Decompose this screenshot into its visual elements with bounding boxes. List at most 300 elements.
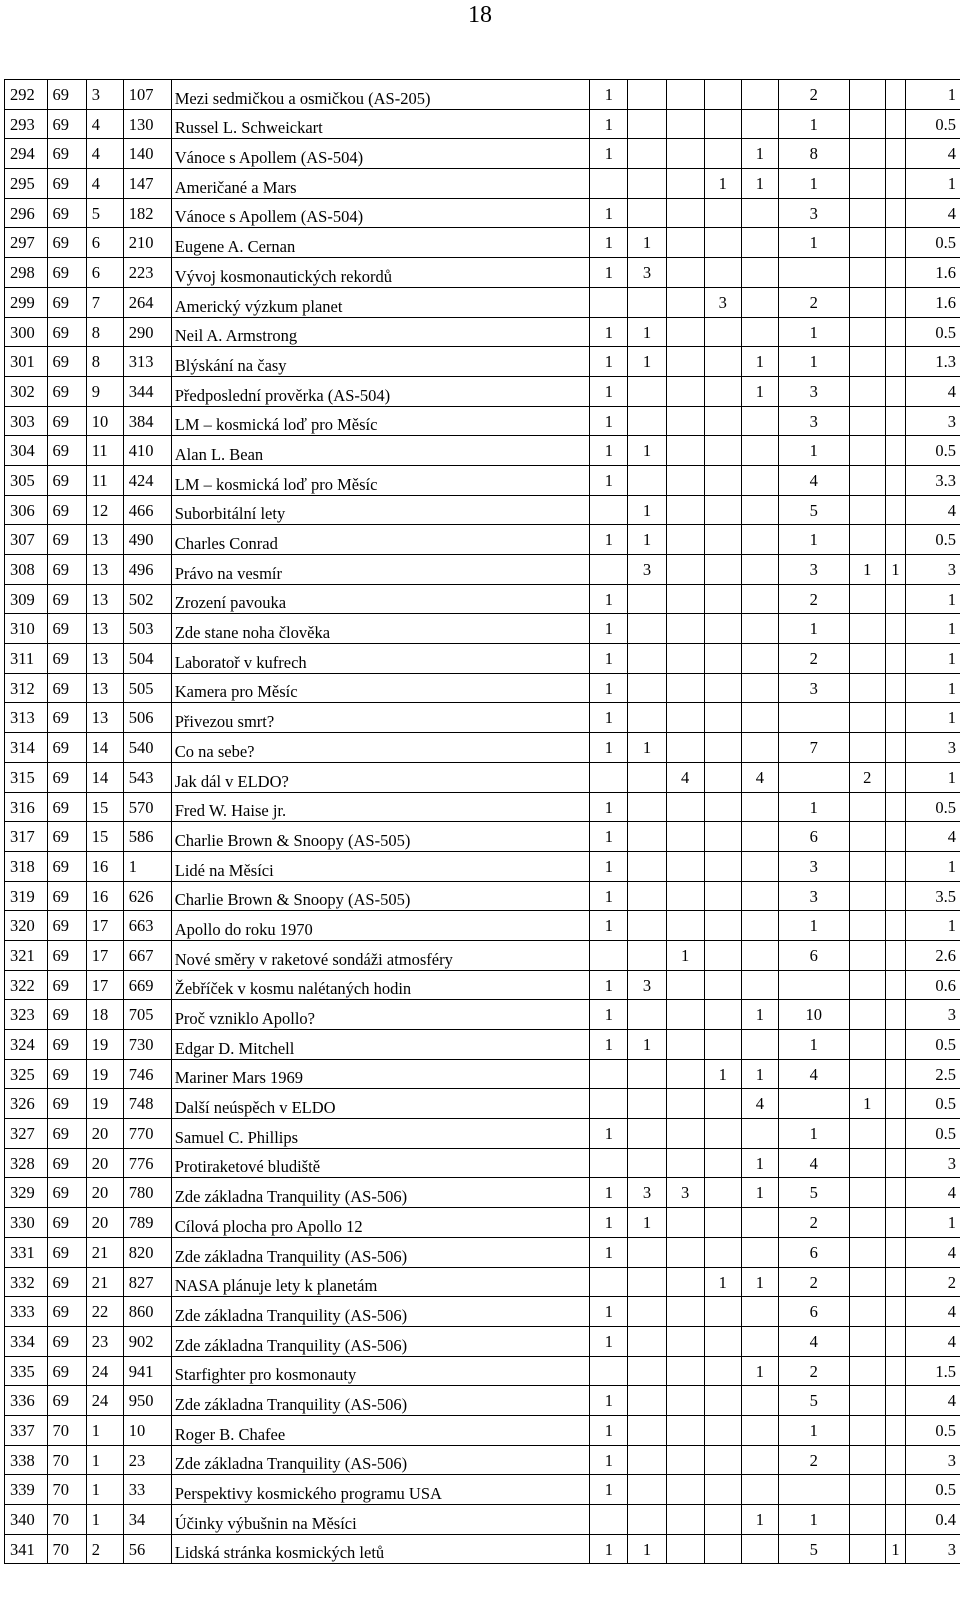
year-cell: 69: [47, 614, 86, 644]
article-title-cell: Další neúspěch v ELDO: [171, 1089, 590, 1119]
article-title-cell: Účinky výbušnin na Měsíci: [171, 1505, 590, 1535]
table-row: [5, 1000, 960, 1030]
page-cell: 210: [123, 228, 171, 258]
score-cell: 0.5: [906, 317, 960, 347]
value-cell: [885, 1178, 906, 1208]
issue-cell: 17: [86, 970, 123, 1000]
record-number-cell: 339: [5, 1475, 48, 1505]
record-number-cell: 309: [5, 584, 48, 614]
article-title-cell: Lidé na Měsíci: [171, 851, 590, 881]
value-cell: [885, 1237, 906, 1267]
issue-cell: 13: [86, 584, 123, 614]
value-cell: [704, 584, 741, 614]
table-row: [5, 1148, 960, 1178]
issue-cell: 17: [86, 940, 123, 970]
article-title-cell: Zde základna Tranquility (AS-506): [171, 1386, 590, 1416]
value-cell: [778, 703, 849, 733]
value-cell: [666, 1297, 704, 1327]
page-cell: 789: [123, 1208, 171, 1238]
value-cell: [666, 822, 704, 852]
value-cell: [704, 109, 741, 139]
value-cell: [590, 1505, 628, 1535]
value-cell: [704, 406, 741, 436]
page-cell: 496: [123, 555, 171, 585]
year-cell: 69: [47, 792, 86, 822]
article-title-cell: Fred W. Haise jr.: [171, 792, 590, 822]
value-cell: [666, 1089, 704, 1119]
page-cell: 746: [123, 1059, 171, 1089]
score-cell: 1: [906, 614, 960, 644]
record-number-cell: 302: [5, 376, 48, 406]
value-cell: [704, 376, 741, 406]
value-cell: 1: [628, 1208, 666, 1238]
value-cell: [778, 762, 849, 792]
record-number-cell: 292: [5, 80, 48, 110]
issue-cell: 12: [86, 495, 123, 525]
record-number-cell: 300: [5, 317, 48, 347]
value-cell: [885, 139, 906, 169]
value-cell: [666, 673, 704, 703]
value-cell: 1: [741, 376, 778, 406]
value-cell: [741, 644, 778, 674]
issue-cell: 4: [86, 139, 123, 169]
page-cell: 33: [123, 1475, 171, 1505]
year-cell: 69: [47, 1000, 86, 1030]
page-cell: 107: [123, 80, 171, 110]
value-cell: [628, 644, 666, 674]
value-cell: [741, 1386, 778, 1416]
value-cell: [628, 1356, 666, 1386]
value-cell: [849, 1326, 885, 1356]
value-cell: [628, 762, 666, 792]
record-number-cell: 331: [5, 1237, 48, 1267]
value-cell: [704, 555, 741, 585]
article-title-cell: Charlie Brown & Snoopy (AS-505): [171, 881, 590, 911]
value-cell: [590, 762, 628, 792]
value-cell: [741, 911, 778, 941]
record-number-cell: 327: [5, 1119, 48, 1149]
value-cell: [666, 406, 704, 436]
value-cell: [741, 287, 778, 317]
record-number-cell: 298: [5, 258, 48, 288]
value-cell: [704, 614, 741, 644]
issue-cell: 22: [86, 1297, 123, 1327]
value-cell: 1: [590, 258, 628, 288]
value-cell: [666, 644, 704, 674]
value-cell: [628, 376, 666, 406]
value-cell: [741, 703, 778, 733]
score-cell: 1.5: [906, 1356, 960, 1386]
value-cell: 1: [590, 822, 628, 852]
value-cell: [885, 258, 906, 288]
value-cell: 3: [704, 287, 741, 317]
value-cell: 2: [849, 762, 885, 792]
year-cell: 70: [47, 1475, 86, 1505]
value-cell: [778, 258, 849, 288]
issue-cell: 20: [86, 1119, 123, 1149]
value-cell: 1: [885, 555, 906, 585]
value-cell: [666, 198, 704, 228]
value-cell: [885, 703, 906, 733]
value-cell: 1: [590, 881, 628, 911]
article-title-cell: Roger B. Chafee: [171, 1415, 590, 1445]
value-cell: [590, 555, 628, 585]
value-cell: 1: [628, 228, 666, 258]
value-cell: [666, 1237, 704, 1267]
record-number-cell: 337: [5, 1415, 48, 1445]
record-number-cell: 313: [5, 703, 48, 733]
issue-cell: 8: [86, 317, 123, 347]
value-cell: [590, 1089, 628, 1119]
page-cell: 34: [123, 1505, 171, 1535]
value-cell: 1: [590, 406, 628, 436]
value-cell: [628, 109, 666, 139]
table-row: [5, 1475, 960, 1505]
year-cell: 69: [47, 465, 86, 495]
table-row: [5, 1030, 960, 1060]
value-cell: [849, 198, 885, 228]
article-title-cell: LM – kosmická loď pro Měsíc: [171, 406, 590, 436]
issue-cell: 24: [86, 1356, 123, 1386]
issue-cell: 4: [86, 169, 123, 199]
value-cell: [849, 822, 885, 852]
score-cell: 0.5: [906, 792, 960, 822]
value-cell: [885, 1505, 906, 1535]
value-cell: 3: [778, 851, 849, 881]
value-cell: 2: [778, 80, 849, 110]
issue-cell: 13: [86, 644, 123, 674]
value-cell: [704, 822, 741, 852]
value-cell: [741, 1208, 778, 1238]
value-cell: 1: [778, 1415, 849, 1445]
issue-cell: 1: [86, 1505, 123, 1535]
value-cell: [849, 703, 885, 733]
value-cell: [704, 525, 741, 555]
issue-cell: 1: [86, 1475, 123, 1505]
table-row: [5, 169, 960, 199]
article-title-cell: Proč vzniklo Apollo?: [171, 1000, 590, 1030]
value-cell: [628, 1326, 666, 1356]
article-title-cell: Zde základna Tranquility (AS-506): [171, 1297, 590, 1327]
table-row: [5, 1267, 960, 1297]
value-cell: [704, 1000, 741, 1030]
table-row: [5, 198, 960, 228]
year-cell: 69: [47, 347, 86, 377]
value-cell: [741, 109, 778, 139]
issue-cell: 14: [86, 762, 123, 792]
year-cell: 69: [47, 1297, 86, 1327]
year-cell: 69: [47, 80, 86, 110]
article-title-cell: LM – kosmická loď pro Měsíc: [171, 465, 590, 495]
value-cell: 1: [778, 317, 849, 347]
value-cell: [666, 347, 704, 377]
score-cell: 2.6: [906, 940, 960, 970]
year-cell: 70: [47, 1415, 86, 1445]
table-row: [5, 1386, 960, 1416]
value-cell: [885, 376, 906, 406]
year-cell: 69: [47, 940, 86, 970]
score-cell: 1.3: [906, 347, 960, 377]
table-row: [5, 762, 960, 792]
value-cell: [628, 940, 666, 970]
page-cell: 182: [123, 198, 171, 228]
value-cell: [628, 1505, 666, 1535]
value-cell: 2: [778, 1445, 849, 1475]
issue-cell: 23: [86, 1326, 123, 1356]
score-cell: 4: [906, 376, 960, 406]
value-cell: [849, 347, 885, 377]
value-cell: [741, 822, 778, 852]
article-title-cell: Mariner Mars 1969: [171, 1059, 590, 1089]
value-cell: 1: [590, 851, 628, 881]
value-cell: [885, 347, 906, 377]
value-cell: [849, 317, 885, 347]
record-number-cell: 332: [5, 1267, 48, 1297]
value-cell: [849, 733, 885, 763]
record-number-cell: 325: [5, 1059, 48, 1089]
value-cell: 1: [590, 198, 628, 228]
value-cell: [590, 940, 628, 970]
value-cell: 1: [741, 139, 778, 169]
page-cell: 730: [123, 1030, 171, 1060]
value-cell: [590, 1148, 628, 1178]
value-cell: [704, 258, 741, 288]
value-cell: [885, 940, 906, 970]
value-cell: 3: [628, 970, 666, 1000]
issue-cell: 13: [86, 614, 123, 644]
value-cell: [849, 376, 885, 406]
table-row: [5, 733, 960, 763]
score-cell: 3: [906, 1000, 960, 1030]
value-cell: [885, 1148, 906, 1178]
value-cell: 7: [778, 733, 849, 763]
value-cell: [628, 1475, 666, 1505]
value-cell: 1: [590, 644, 628, 674]
value-cell: [741, 495, 778, 525]
issue-cell: 2: [86, 1534, 123, 1564]
table-row: [5, 584, 960, 614]
value-cell: [849, 169, 885, 199]
table-row: [5, 376, 960, 406]
table-row: [5, 436, 960, 466]
value-cell: [741, 228, 778, 258]
article-title-cell: Suborbitální lety: [171, 495, 590, 525]
value-cell: 1: [590, 1386, 628, 1416]
issue-cell: 24: [86, 1386, 123, 1416]
value-cell: 5: [778, 1386, 849, 1416]
score-cell: 4: [906, 1297, 960, 1327]
value-cell: 1: [590, 1119, 628, 1149]
value-cell: 1: [741, 347, 778, 377]
value-cell: [704, 792, 741, 822]
issue-cell: 5: [86, 198, 123, 228]
article-title-cell: Charlie Brown & Snoopy (AS-505): [171, 822, 590, 852]
value-cell: 1: [741, 1059, 778, 1089]
value-cell: [704, 1534, 741, 1564]
value-cell: [666, 169, 704, 199]
value-cell: [666, 465, 704, 495]
value-cell: [590, 1059, 628, 1089]
value-cell: [849, 80, 885, 110]
article-title-cell: Mezi sedmičkou a osmičkou (AS-205): [171, 80, 590, 110]
value-cell: [628, 614, 666, 644]
article-title-cell: Charles Conrad: [171, 525, 590, 555]
score-cell: 1: [906, 673, 960, 703]
value-cell: [628, 1445, 666, 1475]
issue-cell: 13: [86, 703, 123, 733]
issue-cell: 21: [86, 1267, 123, 1297]
page-cell: 424: [123, 465, 171, 495]
value-cell: 1: [704, 1267, 741, 1297]
issue-cell: 4: [86, 109, 123, 139]
value-cell: 1: [590, 139, 628, 169]
article-title-cell: Vánoce s Apollem (AS-504): [171, 139, 590, 169]
value-cell: [590, 287, 628, 317]
value-cell: [741, 673, 778, 703]
article-title-cell: Eugene A. Cernan: [171, 228, 590, 258]
table-row: [5, 495, 960, 525]
value-cell: 1: [778, 1030, 849, 1060]
value-cell: [849, 673, 885, 703]
value-cell: 1: [628, 495, 666, 525]
value-cell: [628, 1386, 666, 1416]
value-cell: [666, 703, 704, 733]
value-cell: [704, 80, 741, 110]
page-cell: 950: [123, 1386, 171, 1416]
article-title-cell: Russel L. Schweickart: [171, 109, 590, 139]
page-cell: 140: [123, 139, 171, 169]
article-title-cell: Vánoce s Apollem (AS-504): [171, 198, 590, 228]
year-cell: 69: [47, 1237, 86, 1267]
value-cell: 1: [778, 1505, 849, 1535]
page-cell: 827: [123, 1267, 171, 1297]
value-cell: [885, 465, 906, 495]
value-cell: [849, 495, 885, 525]
issue-cell: 1: [86, 1415, 123, 1445]
value-cell: [666, 911, 704, 941]
score-cell: 0.5: [906, 1415, 960, 1445]
table-row: [5, 139, 960, 169]
record-number-cell: 304: [5, 436, 48, 466]
value-cell: [778, 970, 849, 1000]
table-row: [5, 1178, 960, 1208]
year-cell: 69: [47, 673, 86, 703]
value-cell: [885, 287, 906, 317]
year-cell: 70: [47, 1445, 86, 1475]
record-number-cell: 329: [5, 1178, 48, 1208]
value-cell: [590, 1267, 628, 1297]
value-cell: [628, 406, 666, 436]
year-cell: 69: [47, 317, 86, 347]
table-row: [5, 1208, 960, 1238]
score-cell: 1: [906, 911, 960, 941]
value-cell: [849, 1208, 885, 1238]
page-cell: 626: [123, 881, 171, 911]
record-number-cell: 328: [5, 1148, 48, 1178]
year-cell: 69: [47, 1030, 86, 1060]
value-cell: [741, 436, 778, 466]
page-cell: 147: [123, 169, 171, 199]
value-cell: [628, 139, 666, 169]
score-cell: 0.5: [906, 1089, 960, 1119]
value-cell: [704, 1386, 741, 1416]
table-row: [5, 258, 960, 288]
article-title-cell: Apollo do roku 1970: [171, 911, 590, 941]
value-cell: [741, 1119, 778, 1149]
page-cell: 505: [123, 673, 171, 703]
year-cell: 69: [47, 1089, 86, 1119]
page-cell: 586: [123, 822, 171, 852]
table-row: [5, 940, 960, 970]
value-cell: [885, 851, 906, 881]
value-cell: 1: [849, 1089, 885, 1119]
article-title-cell: Lidská stránka kosmických letů: [171, 1534, 590, 1564]
page-cell: 941: [123, 1356, 171, 1386]
score-cell: 1: [906, 851, 960, 881]
value-cell: [628, 465, 666, 495]
score-cell: 1: [906, 584, 960, 614]
value-cell: [741, 1445, 778, 1475]
issue-cell: 13: [86, 525, 123, 555]
value-cell: [741, 525, 778, 555]
value-cell: [666, 1000, 704, 1030]
table-row: [5, 1237, 960, 1267]
record-number-cell: 321: [5, 940, 48, 970]
value-cell: [885, 169, 906, 199]
score-cell: 3: [906, 406, 960, 436]
value-cell: [666, 1356, 704, 1386]
value-cell: [628, 80, 666, 110]
value-cell: 6: [778, 822, 849, 852]
value-cell: [704, 1237, 741, 1267]
page-cell: 56: [123, 1534, 171, 1564]
value-cell: 4: [741, 1089, 778, 1119]
value-cell: [849, 881, 885, 911]
value-cell: [628, 1237, 666, 1267]
value-cell: 4: [778, 465, 849, 495]
value-cell: 3: [628, 1178, 666, 1208]
value-cell: 1: [590, 436, 628, 466]
score-cell: 1: [906, 703, 960, 733]
value-cell: [628, 1148, 666, 1178]
record-number-cell: 303: [5, 406, 48, 436]
value-cell: [741, 940, 778, 970]
score-cell: 4: [906, 198, 960, 228]
page-cell: 543: [123, 762, 171, 792]
year-cell: 69: [47, 881, 86, 911]
page-cell: 313: [123, 347, 171, 377]
value-cell: 1: [704, 1059, 741, 1089]
value-cell: 1: [628, 733, 666, 763]
record-number-cell: 314: [5, 733, 48, 763]
issue-cell: 13: [86, 555, 123, 585]
table-row: [5, 406, 960, 436]
table-row: [5, 822, 960, 852]
value-cell: [741, 1475, 778, 1505]
page-cell: 540: [123, 733, 171, 763]
score-cell: 0.5: [906, 1119, 960, 1149]
score-cell: 3: [906, 1445, 960, 1475]
table-body: [5, 80, 960, 1564]
value-cell: 1: [628, 1030, 666, 1060]
score-cell: 3: [906, 1534, 960, 1564]
article-title-cell: Zde stane noha člověka: [171, 614, 590, 644]
value-cell: 1: [628, 1534, 666, 1564]
value-cell: [741, 1415, 778, 1445]
value-cell: [704, 1119, 741, 1149]
value-cell: 2: [778, 287, 849, 317]
value-cell: 4: [666, 762, 704, 792]
